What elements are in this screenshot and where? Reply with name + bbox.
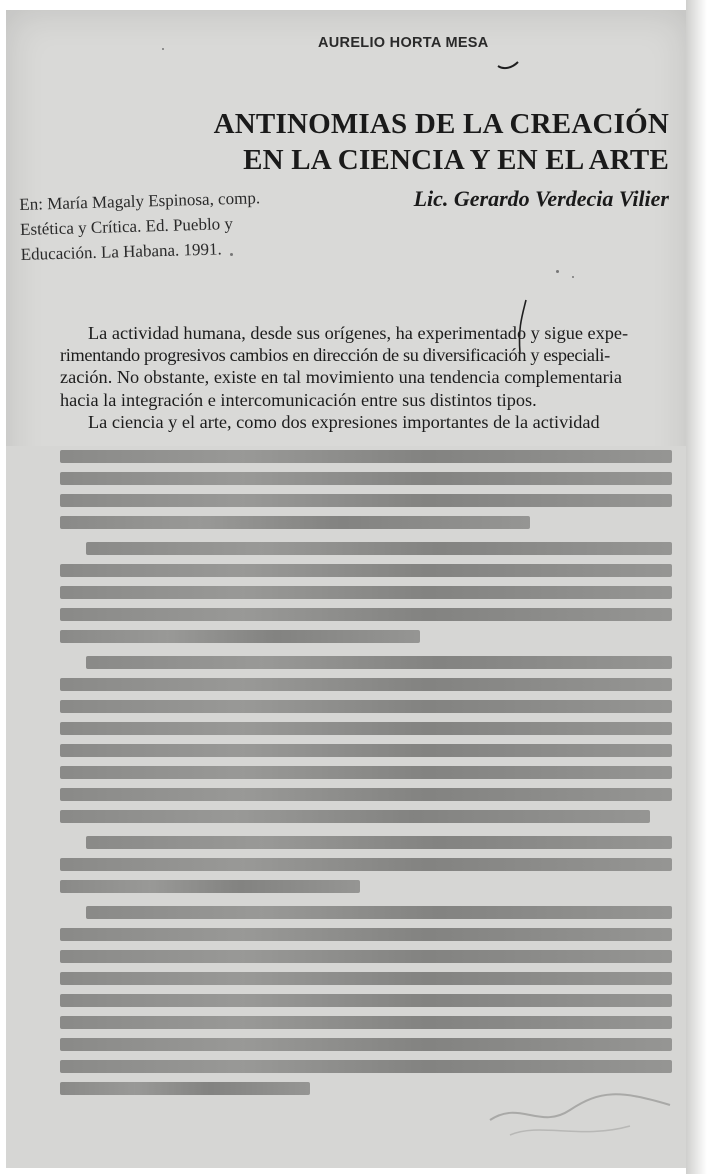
blurred-line [86,906,672,919]
title-line-1: ANTINOMIAS DE LA CREACIÓN [213,108,669,140]
handwritten-mark [480,1060,680,1150]
blurred-line [60,880,360,893]
scan-speck [556,270,559,273]
blurred-line [60,788,672,801]
page-edge [686,0,707,1174]
blurred-line [60,858,672,871]
scan-speck [572,276,574,278]
blurred-line [60,744,672,757]
blurred-line [60,564,672,577]
source-citation [19,185,262,267]
blurred-line [60,516,530,529]
blurred-line [86,542,672,555]
article-author: Lic. Gerardo Verdecia Vilier [413,186,669,211]
article-body [60,322,670,433]
blurred-line [60,1082,310,1095]
blurred-line [86,836,672,849]
blurred-line [60,494,672,507]
scan-speck [162,48,164,50]
blurred-line [60,608,672,621]
scan-speck [230,253,233,256]
blurred-line [60,700,672,713]
title-line-2: EN LA CIENCIA Y EN EL ARTE [243,144,669,176]
blurred-line [60,678,672,691]
blurred-line [60,928,672,941]
pen-mark [508,298,538,358]
paragraph-1-line-2: rimentando progresivos cambios en dirección de su diversificación y especiali- [60,345,610,366]
blurred-line [60,766,672,779]
paragraph-1-line-3: zación. No obstante, existe en tal movimiento una tendencia complementaria [60,367,622,388]
blurred-line [60,972,672,985]
pen-mark-header [496,52,520,72]
running-header-author: AURELIO HORTA MESA [318,35,489,51]
blurred-line [60,1016,672,1029]
blurred-line [60,586,672,599]
paragraph-2 [60,411,670,433]
citation-line-2: Estética y Crítica. Ed. Pueblo y [19,214,234,239]
blurred-line [60,472,672,485]
citation-line-3: Educación. La Habana. 1991. [20,239,223,264]
blurred-line [60,950,672,963]
paragraph-1 [60,322,670,411]
blurred-line [60,810,650,823]
citation-line-1: En: María Magaly Espinosa, comp. [19,188,261,214]
blurred-line [60,1038,672,1051]
blurred-line [60,722,672,735]
paragraph-1-line-4: hacia la integración e intercomunicación entre sus distintos tipos. [60,389,537,410]
blurred-line [60,450,672,463]
blurred-line [60,630,420,643]
paragraph-2-line-1: La ciencia y el arte, como dos expresiones importantes de la actividad [88,411,600,432]
blurred-line [86,656,672,669]
article-title [214,106,669,178]
blurred-line [60,994,672,1007]
paragraph-1-line-1: La actividad humana, desde sus orígenes, ha experimentado y sigue expe- [88,323,629,343]
